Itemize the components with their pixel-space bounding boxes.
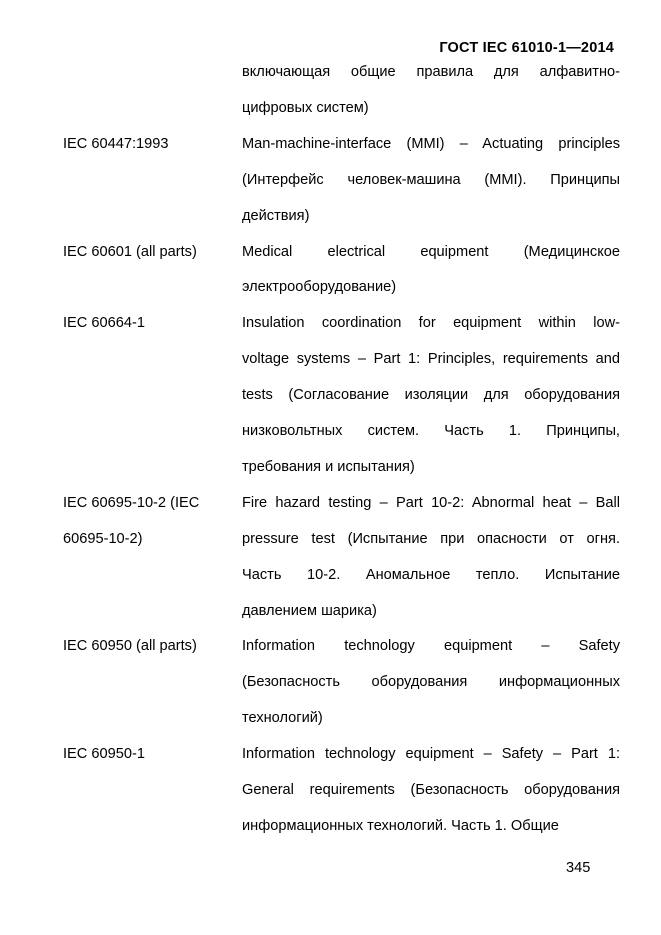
description-line: Insulation coordination for equipment within low- (242, 315, 620, 331)
standard-reference: 60695-10-2) (63, 531, 143, 547)
description-line: давлением шарика) (242, 603, 377, 619)
description-line: Information technology equipment – Safety – Part 1: (242, 746, 620, 762)
standard-reference: IEC 60664-1 (63, 315, 145, 331)
standard-reference: IEC 60950 (all parts) (63, 638, 197, 654)
description-line: электрооборудование) (242, 279, 397, 295)
description-line: pressure test (Испытание при опасности от огня. (242, 531, 620, 547)
description-line: включающая общие правила для алфавитно- (242, 64, 620, 80)
document-header: ГОСТ IEC 61010-1—2014 (439, 40, 614, 56)
standard-reference: IEC 60950-1 (63, 746, 145, 762)
description-line: General requirements (Безопасность оборудования (242, 782, 620, 798)
page-number: 345 (566, 860, 591, 876)
standard-reference: IEC 60601 (all parts) (63, 244, 197, 260)
description-line: Man-machine-interface (MMI) – Actuating principles (242, 136, 620, 152)
description-line: Часть 10-2. Аномальное тепло. Испытание (242, 567, 620, 583)
description-line: информационных технологий. Часть 1. Общие (242, 818, 559, 834)
description-line: цифровых систем) (242, 100, 369, 116)
standard-reference: IEC 60447:1993 (63, 136, 169, 152)
description-line: действия) (242, 208, 310, 224)
description-line: низковольтных систем. Часть 1. Принципы, (242, 423, 620, 439)
description-line: Fire hazard testing – Part 10-2: Abnormal heat – Ball (242, 495, 620, 511)
description-line: (Интерфейс человек-машина (MMI). Принципы (242, 172, 620, 188)
description-line: voltage systems – Part 1: Principles, requirements and (242, 351, 620, 367)
description-line: tests (Согласование изоляции для оборудования (242, 387, 620, 403)
description-line: Information technology equipment – Safety (242, 638, 620, 654)
description-line: (Безопасность оборудования информационных (242, 674, 620, 690)
description-line: технологий) (242, 710, 323, 726)
description-line: Medical electrical equipment (Медицинское (242, 244, 620, 260)
description-line: требования и испытания) (242, 459, 415, 475)
standard-reference: IEC 60695-10-2 (IEC (63, 495, 200, 511)
